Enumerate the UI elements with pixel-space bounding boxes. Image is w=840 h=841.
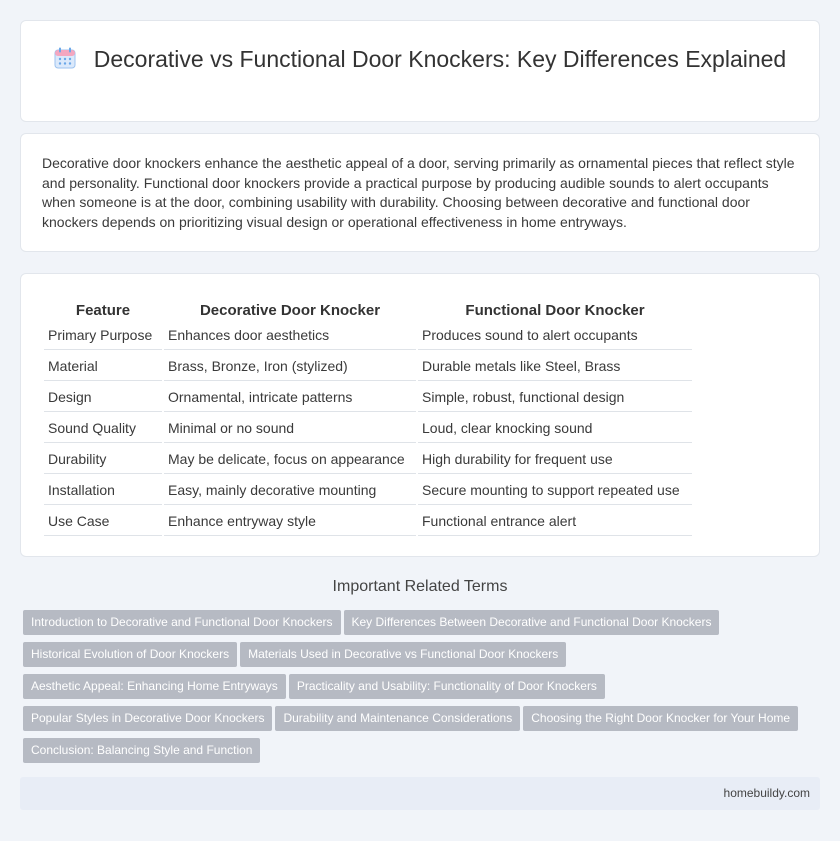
header-decorative: Decorative Door Knocker: [199, 302, 381, 319]
related-term-tag[interactable]: Durability and Maintenance Considerations: [275, 706, 520, 731]
comparison-card: [20, 273, 820, 557]
title-text: Decorative vs Functional Door Knockers: Key Differences Explained: [93, 46, 787, 72]
title-card: [20, 20, 820, 122]
table-row: [44, 383, 692, 412]
table-cell: Primary Purpose: [44, 321, 162, 350]
table-row: [44, 476, 692, 505]
table-row: [44, 321, 692, 350]
table-header-row: [44, 296, 692, 319]
tag-row: [23, 738, 823, 770]
related-term-tag[interactable]: Conclusion: Balancing Style and Function: [23, 738, 260, 763]
footer-site-link[interactable]: homebuildy.com: [723, 786, 810, 800]
table-cell: Functional entrance alert: [418, 507, 692, 536]
table-cell: Material: [44, 352, 162, 381]
table-cell: Design: [44, 383, 162, 412]
related-term-tag[interactable]: Popular Styles in Decorative Door Knockers: [23, 706, 272, 731]
table-cell: Use Case: [44, 507, 162, 536]
related-term-tag[interactable]: Practicality and Usability: Functionality of Door Knockers: [289, 674, 605, 699]
comparison-table: [42, 294, 694, 538]
table-cell: Durability: [44, 445, 162, 474]
table-cell: May be delicate, focus on appearance: [164, 445, 416, 474]
tag-row: [23, 610, 823, 642]
table-cell: Loud, clear knocking sound: [418, 414, 692, 443]
table-cell: Secure mounting to support repeated use: [418, 476, 692, 505]
tag-row: [23, 706, 823, 738]
table-cell: Enhances door aesthetics: [164, 321, 416, 350]
header-functional: Functional Door Knocker: [465, 302, 645, 319]
related-term-tag[interactable]: Historical Evolution of Door Knockers: [23, 642, 237, 667]
related-terms-list: [23, 610, 823, 770]
related-term-tag[interactable]: Aesthetic Appeal: Enhancing Home Entryways: [23, 674, 286, 699]
table-row: [44, 507, 692, 536]
table-cell: Produces sound to alert occupants: [418, 321, 692, 350]
intro-card: [20, 133, 820, 252]
page-title: [21, 45, 819, 74]
table-cell: Enhance entryway style: [164, 507, 416, 536]
table-cell: Sound Quality: [44, 414, 162, 443]
table-cell: Installation: [44, 476, 162, 505]
table-cell: Durable metals like Steel, Brass: [418, 352, 692, 381]
intro-paragraph: Decorative door knockers enhance the aesthetic appeal of a door, serving primarily as ornamental pieces that reflect style and personality. Functional door knockers provide a practical purpose by producing audible sounds to alert occupants when someone is at the door, combining usability with durability. Choosing between decorative and functional door knockers depends on prioritizing visual design or operational effectiveness in home entryways.: [42, 155, 795, 230]
table-cell: Simple, robust, functional design: [418, 383, 692, 412]
table-cell: Easy, mainly decorative mounting: [164, 476, 416, 505]
related-term-tag[interactable]: Key Differences Between Decorative and Functional Door Knockers: [344, 610, 720, 635]
tag-row: [23, 674, 823, 706]
table-cell: High durability for frequent use: [418, 445, 692, 474]
related-term-tag[interactable]: Choosing the Right Door Knocker for Your Home: [523, 706, 798, 731]
table-row: [44, 414, 692, 443]
table-row: [44, 352, 692, 381]
related-term-tag[interactable]: Introduction to Decorative and Functional Door Knockers: [23, 610, 341, 635]
related-term-tag[interactable]: Materials Used in Decorative vs Functional Door Knockers: [240, 642, 566, 667]
footer: [20, 777, 820, 810]
header-feature: Feature: [75, 302, 131, 319]
table-row: [44, 445, 692, 474]
table-cell: Brass, Bronze, Iron (stylized): [164, 352, 416, 381]
table-cell: Ornamental, intricate patterns: [164, 383, 416, 412]
related-terms-title: Important Related Terms: [332, 578, 508, 595]
calendar-icon: [54, 47, 76, 69]
tag-row: [23, 642, 823, 674]
table-cell: Minimal or no sound: [164, 414, 416, 443]
